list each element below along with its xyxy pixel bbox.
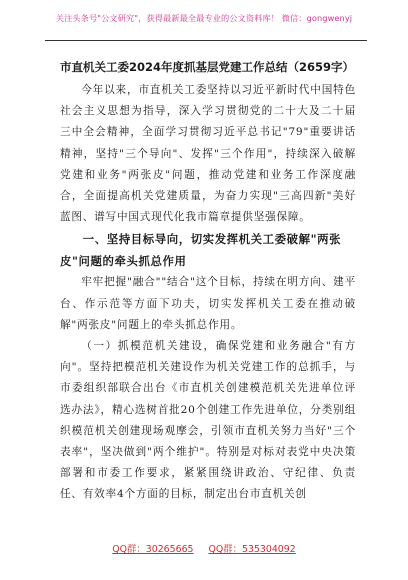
document-title: 市直机关工委2024年度抓基层党建工作总结（2659字） [60, 60, 355, 74]
paragraph-subsection-1: （一）抓模范机关建设，确保党建和业务融合"有方向"。坚持把模范机关建设作为机关党建工作的总抓手，与市委组织部联合出台《市直机关创建模范机关先进单位评选办法》，精心选树首批20个创建工作先进单位，分类别组织模范机关创建现场观摩会，引领市直机关努力当好"三个表率"，坚决做到"两个维护"。特别是对标对表党中央决策部署和市委工作要求，紧紧围绕讲政治、守纪律、负责任、有效率4个方面的目标，制定出台市直机关创 [60, 340, 356, 501]
paragraph-section-1: 牢牢把握"融合""结合"这个目标，持续在明方向、建平台、作示范等方面下功夫，切实发挥机关工委在推动破解"两张皮"问题上的牵头抓总作用。 [60, 276, 356, 331]
footer-contacts [0, 541, 408, 555]
paragraph-intro: 今年以来，市直机关工委坚持以习近平新时代中国特色社会主义思想为指导，深入学习贯彻党的二十大及二十届三中全会精神，全面学习贯彻习近平总书记"79"重要讲话精神，坚持"三个导向"、发挥"三个作用"，持续深入破解党建和业务"两张皮"问题，推动党建和业务工作深度融合，全面提高机关党建质量，为奋力实现"三高四新"美好蓝图、谱写中国式现代化我市篇章提供坚强保障。 [60, 84, 356, 224]
section-heading-1: 一、坚持目标导向，切实发挥机关工委破解"两张皮"问题的牵头抓总作用 [60, 232, 342, 269]
footer-qq-group-1: QQ群：30265665 [112, 544, 194, 555]
footer-qq-group-2: QQ群：535304092 [208, 544, 296, 555]
header-note: 关注头条号"公文研究"，获得最新最全最专业的公文资料库！ 微信：gongwenyj [55, 13, 353, 23]
header-divider [45, 40, 367, 41]
document-body [60, 48, 356, 506]
